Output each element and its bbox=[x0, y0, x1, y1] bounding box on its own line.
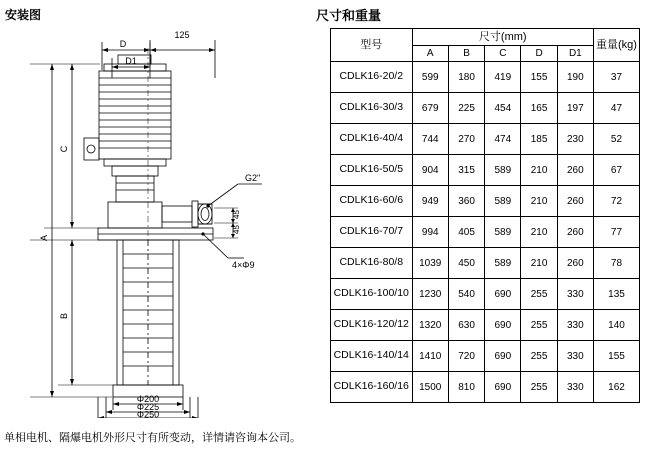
cell-weight: 77 bbox=[593, 217, 639, 248]
table-header-row-1 bbox=[331, 29, 640, 46]
cell-weight: 155 bbox=[593, 341, 639, 372]
dim-label-phi225: Φ225 bbox=[136, 402, 160, 412]
cell-d: 165 bbox=[521, 93, 557, 124]
cell-model: CDLK16-20/2 bbox=[331, 62, 413, 93]
cell-model: CDLK16-160/16 bbox=[331, 372, 413, 403]
cell-c: 589 bbox=[485, 155, 521, 186]
cell-a: 1230 bbox=[412, 279, 448, 310]
cell-b: 270 bbox=[448, 124, 484, 155]
installation-drawing-title: 安装图 bbox=[5, 8, 42, 22]
cell-a: 1320 bbox=[412, 310, 448, 341]
cell-weight: 47 bbox=[593, 93, 639, 124]
cell-b: 720 bbox=[448, 341, 484, 372]
cell-d1: 190 bbox=[557, 62, 593, 93]
dim-label-45-lower: 45 bbox=[232, 225, 241, 234]
cell-weight: 72 bbox=[593, 186, 639, 217]
dim-label-45-upper: 45 bbox=[232, 210, 241, 219]
cell-model: CDLK16-30/3 bbox=[331, 93, 413, 124]
cell-c: 690 bbox=[485, 341, 521, 372]
table-row bbox=[331, 310, 640, 341]
cell-model: CDLK16-40/4 bbox=[331, 124, 413, 155]
table-row bbox=[331, 93, 640, 124]
dim-label-c: C bbox=[59, 145, 69, 153]
cell-d1: 260 bbox=[557, 248, 593, 279]
cell-d1: 260 bbox=[557, 217, 593, 248]
dim-label-d1: D1 bbox=[125, 56, 137, 66]
cell-c: 419 bbox=[485, 62, 521, 93]
cell-model: CDLK16-80/8 bbox=[331, 248, 413, 279]
cell-d: 255 bbox=[521, 341, 557, 372]
table-row bbox=[331, 217, 640, 248]
header-weight: 重量(kg) bbox=[593, 29, 639, 62]
cell-c: 589 bbox=[485, 186, 521, 217]
dim-label-holes: 4×Φ9 bbox=[232, 260, 255, 270]
cell-d1: 330 bbox=[557, 279, 593, 310]
dimensions-weight-panel bbox=[316, 0, 651, 451]
cell-c: 690 bbox=[485, 310, 521, 341]
cell-d: 155 bbox=[521, 62, 557, 93]
cell-weight: 162 bbox=[593, 372, 639, 403]
table-row bbox=[331, 372, 640, 403]
dim-label-phi200: Φ200 bbox=[136, 394, 160, 404]
cell-weight: 37 bbox=[593, 62, 639, 93]
cell-d: 185 bbox=[521, 124, 557, 155]
cell-d1: 330 bbox=[557, 341, 593, 372]
header-dim-c: C bbox=[485, 46, 521, 62]
cell-d1: 260 bbox=[557, 155, 593, 186]
cell-b: 315 bbox=[448, 155, 484, 186]
cell-b: 450 bbox=[448, 248, 484, 279]
cell-weight: 52 bbox=[593, 124, 639, 155]
dimensions-weight-table bbox=[330, 28, 640, 403]
cell-weight: 78 bbox=[593, 248, 639, 279]
table-row bbox=[331, 124, 640, 155]
cell-d: 210 bbox=[521, 186, 557, 217]
cell-d: 210 bbox=[521, 155, 557, 186]
cell-a: 1410 bbox=[412, 341, 448, 372]
table-row bbox=[331, 248, 640, 279]
cell-a: 744 bbox=[412, 124, 448, 155]
dim-label-g2: G2" bbox=[245, 173, 261, 183]
table-row bbox=[331, 62, 640, 93]
cell-b: 225 bbox=[448, 93, 484, 124]
cell-b: 180 bbox=[448, 62, 484, 93]
dimensions-weight-title: 尺寸和重量 bbox=[316, 8, 382, 23]
cell-a: 994 bbox=[412, 217, 448, 248]
cell-d1: 260 bbox=[557, 186, 593, 217]
header-dimension-group: 尺寸(mm) bbox=[412, 29, 593, 46]
cell-model: CDLK16-140/14 bbox=[331, 341, 413, 372]
table-head bbox=[331, 29, 640, 62]
cell-model: CDLK16-70/7 bbox=[331, 217, 413, 248]
cell-weight: 140 bbox=[593, 310, 639, 341]
table-row bbox=[331, 155, 640, 186]
cell-d1: 197 bbox=[557, 93, 593, 124]
cell-model: CDLK16-120/12 bbox=[331, 310, 413, 341]
header-dim-d1: D1 bbox=[557, 46, 593, 62]
table-body bbox=[331, 62, 640, 403]
cell-model: CDLK16-100/10 bbox=[331, 279, 413, 310]
cell-a: 904 bbox=[412, 155, 448, 186]
dim-label-phi250: Φ250 bbox=[136, 409, 160, 418]
cell-c: 474 bbox=[485, 124, 521, 155]
cell-c: 690 bbox=[485, 279, 521, 310]
cell-d: 210 bbox=[521, 248, 557, 279]
cell-c: 589 bbox=[485, 248, 521, 279]
cell-weight: 67 bbox=[593, 155, 639, 186]
cell-a: 599 bbox=[412, 62, 448, 93]
header-dim-a: A bbox=[412, 46, 448, 62]
cell-d: 210 bbox=[521, 217, 557, 248]
dim-label-a: A bbox=[39, 234, 49, 242]
cell-c: 454 bbox=[485, 93, 521, 124]
installation-drawing-panel bbox=[0, 0, 310, 451]
dim-label-d: D bbox=[119, 39, 127, 49]
header-dim-d: D bbox=[521, 46, 557, 62]
pump-installation-drawing bbox=[0, 18, 310, 418]
cell-b: 810 bbox=[448, 372, 484, 403]
cell-c: 589 bbox=[485, 217, 521, 248]
cell-d: 255 bbox=[521, 372, 557, 403]
cell-a: 1039 bbox=[412, 248, 448, 279]
cell-a: 949 bbox=[412, 186, 448, 217]
dim-label-b: B bbox=[59, 312, 69, 320]
cell-model: CDLK16-60/6 bbox=[331, 186, 413, 217]
dim-label-125: 125 bbox=[174, 30, 190, 40]
cell-model: CDLK16-50/5 bbox=[331, 155, 413, 186]
cell-d: 255 bbox=[521, 279, 557, 310]
header-model: 型号 bbox=[331, 29, 413, 62]
cell-d1: 330 bbox=[557, 310, 593, 341]
cell-a: 679 bbox=[412, 93, 448, 124]
table-row bbox=[331, 279, 640, 310]
drawing-footnote: 单相电机、隔爆电机外形尺寸有所变动，详情请咨询本公司。 bbox=[4, 432, 301, 444]
cell-d1: 330 bbox=[557, 372, 593, 403]
cell-d1: 230 bbox=[557, 124, 593, 155]
cell-d: 255 bbox=[521, 310, 557, 341]
cell-b: 540 bbox=[448, 279, 484, 310]
cell-a: 1500 bbox=[412, 372, 448, 403]
cell-c: 690 bbox=[485, 372, 521, 403]
cell-b: 360 bbox=[448, 186, 484, 217]
header-dim-b: B bbox=[448, 46, 484, 62]
table-row bbox=[331, 186, 640, 217]
cell-b: 630 bbox=[448, 310, 484, 341]
cell-b: 405 bbox=[448, 217, 484, 248]
table-row bbox=[331, 341, 640, 372]
cell-weight: 135 bbox=[593, 279, 639, 310]
